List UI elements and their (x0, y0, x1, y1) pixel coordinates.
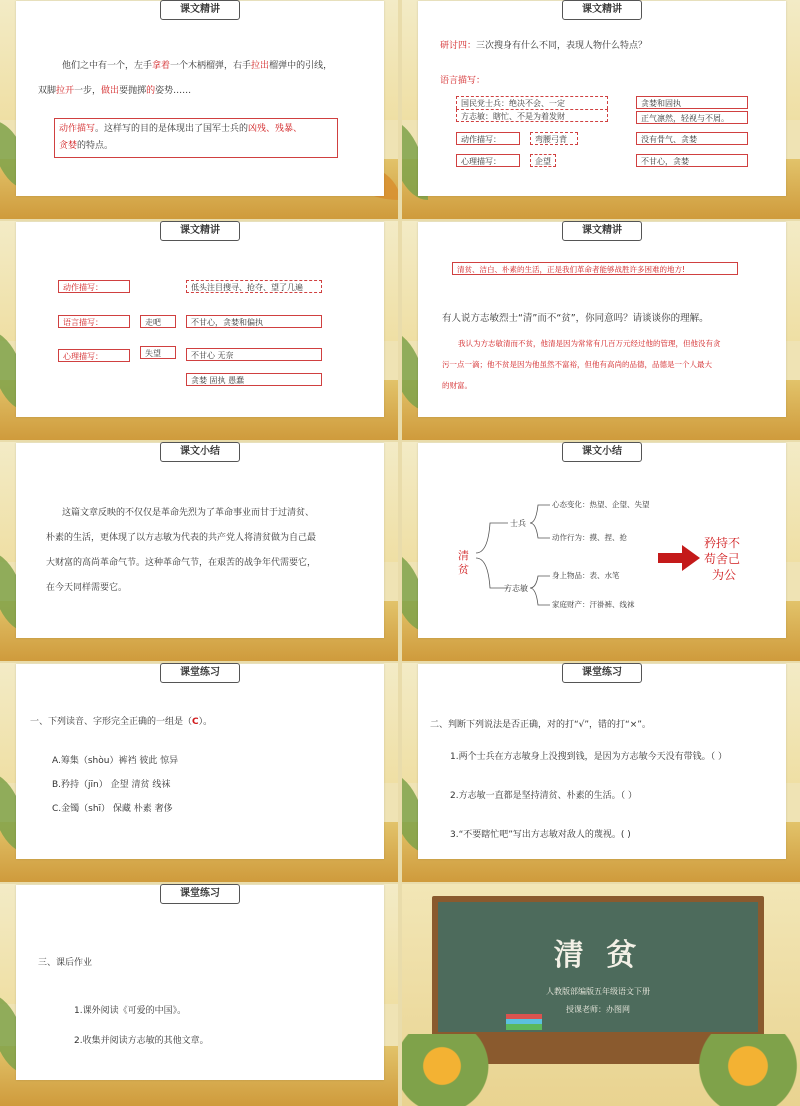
option-c[interactable]: C.金镯（shī） 保藏 朴素 奢侈 (52, 804, 173, 814)
section-tag: 课堂练习 (160, 663, 240, 683)
arrow-right-icon (658, 545, 700, 571)
discussion-question: 研讨四：三次搜身有什么不同，表现人物什么特点？ (440, 41, 648, 51)
root-node: 清贫 (458, 549, 469, 576)
chalkboard (438, 902, 758, 1032)
row-3-mid: 失望 (140, 346, 176, 359)
action-label: 动作描写： (456, 132, 520, 145)
cover-subtitle: 人教版部编版五年级语文下册 (546, 987, 650, 996)
mind-label: 心理描写： (456, 154, 520, 167)
content-card (418, 443, 786, 638)
judge-item-1[interactable]: 1.两个士兵在方志敏身上没搜到钱，是因为方志敏今天没有带钱。（ ） (450, 752, 727, 762)
summary-line-2: 朴素的生活，更体现了以方志敏为代表的共产党人将清贫做为自己最 (46, 533, 317, 543)
slide-9[interactable] (0, 884, 398, 1106)
exercise-question: 二、判断下列说法是否正确，对的打“√”，错的打“×”。 (430, 720, 651, 730)
mind-value: 企望 (530, 154, 556, 167)
row-1-label: 动作描写： (58, 280, 130, 293)
row-1-value: 低头注目搜寻、抢夺、望了几遍 (186, 280, 322, 293)
answer-line-2: 污一点一滴；他不贫是因为他虽然不富裕，但他有高尚的品德，品德是一个人最大 (442, 360, 712, 369)
row-extra-value: 贪婪 固执 愚蠢 (186, 373, 322, 386)
fang-item-2: 家庭财产：汗褂裤、线袜 (552, 600, 635, 609)
conclusion-line-2: 苟舍己 (704, 552, 741, 566)
slide-2[interactable] (402, 0, 800, 219)
right-box-4: 不甘心，贪婪 (636, 154, 748, 167)
content-card (16, 222, 384, 417)
language-title: 语言描写： (440, 76, 486, 86)
right-box-3: 没有骨气、贪婪 (636, 132, 748, 145)
section-tag: 课文精讲 (160, 221, 240, 241)
section-tag: 课文精讲 (562, 221, 642, 241)
flower-decoration (402, 1034, 532, 1106)
content-card (16, 443, 384, 638)
row-2-label: 语言描写： (58, 315, 130, 328)
analysis-box: 动作描写。这样写的目的是体现出了国军士兵的凶残、残暴、 贪婪的特点。 (54, 118, 338, 158)
content-card (16, 1, 384, 196)
slide-7[interactable] (0, 663, 398, 882)
slide-10-cover[interactable] (402, 884, 800, 1106)
left-box-1: 国民党士兵：绝决不会、一定 (456, 96, 608, 109)
section-tag: 课文精讲 (160, 0, 240, 20)
left-box-2: 方志敏：瞎忙、不是为着发财 (456, 109, 608, 122)
action-value: 弯腰弓背 (530, 132, 578, 145)
summary-line-3: 大财富的高尚革命气节。这种革命气节，在艰苦的战争年代需要它， (46, 558, 317, 568)
content-card (418, 222, 786, 417)
content-card (418, 664, 786, 859)
exercise-question: 一、下列读音、字形完全正确的一组是（C）。 (30, 717, 213, 727)
conclusion-line-3: 为公 (712, 568, 737, 582)
answer-line-3: 的财富。 (442, 381, 472, 390)
flower-decoration (652, 1034, 800, 1106)
judge-item-3[interactable]: 3.“不要瞎忙吧”写出方志敏对敌人的蔑视。( ) (450, 830, 631, 840)
option-b[interactable]: B.矜持（jīn） 企望 清贫 线袜 (52, 780, 171, 790)
homework-item-1: 1.课外阅读《可爱的中国》。 (74, 1006, 187, 1016)
slide-8[interactable] (402, 663, 800, 882)
slide-5[interactable] (0, 442, 398, 661)
cover-title: 清 贫 (553, 938, 643, 973)
content-card (16, 885, 384, 1080)
section-tag: 课文精讲 (562, 0, 642, 20)
books-icon (506, 1014, 542, 1030)
slide-1[interactable] (0, 0, 398, 219)
soldier-node: 士兵 (510, 519, 526, 528)
slide-6[interactable] (402, 442, 800, 661)
section-tag: 课文小结 (562, 442, 642, 462)
content-card (16, 664, 384, 859)
content-card (418, 1, 786, 196)
fang-item-1: 身上物品：表、水笔 (552, 571, 620, 580)
question-text: 有人说方志敏烈士“清”而不“贫”，你同意吗？请谈谈你的理解。 (442, 313, 709, 324)
chalkboard-frame (432, 896, 764, 1038)
answer-line-1: 我认为方志敏清而不贫，他清是因为常常有几百万元经过他的管理，但他没有贪 (458, 339, 721, 348)
homework-title: 三、课后作业 (38, 958, 93, 968)
soldier-item-1: 心态变化：热望、企望、失望 (552, 500, 650, 509)
quote-banner: 清贫、洁白、朴素的生活，正是我们革命者能够战胜许多困难的地方! (452, 262, 738, 275)
section-tag: 课文小结 (160, 442, 240, 462)
slide-4[interactable] (402, 221, 800, 440)
paragraph-line-2: 双脚拉开一步，做出要抛掷的姿势…… (38, 86, 192, 96)
judge-item-2[interactable]: 2.方志敏一直都是坚持清贫、朴素的生活。（ ） (450, 791, 637, 801)
section-tag: 课堂练习 (562, 663, 642, 683)
row-2-value: 不甘心，贪婪和偏执 (186, 315, 322, 328)
right-box-1: 贪婪和固执 (636, 96, 748, 109)
answer-letter: C (192, 717, 199, 727)
fang-node: 方志敏 (504, 584, 528, 593)
section-tag: 课堂练习 (160, 884, 240, 904)
summary-line-1: 这篇文章反映的不仅仅是革命先烈为了革命事业而甘于过清贫、 (62, 508, 315, 518)
row-3-label: 心理描写： (58, 349, 130, 362)
conclusion-line-1: 矜持不 (704, 536, 741, 550)
slide-3[interactable] (0, 221, 398, 440)
row-2-mid: 走吧 (140, 315, 176, 328)
soldier-item-2: 动作行为：摸、捏、抢 (552, 533, 627, 542)
row-3-value: 不甘心 无奈 (186, 348, 322, 361)
homework-item-2: 2.收集并阅读方志敏的其他文章。 (74, 1036, 209, 1046)
cover-teacher: 授课老师：办图网 (566, 1005, 630, 1014)
paragraph-line-1: 他们之中有一个，左手拿着一个木柄榴弹，右手拉出榴弹中的引线， (62, 61, 333, 71)
right-box-2: 正气凛然，轻视与不屑。 (636, 111, 748, 124)
summary-line-4: 在今天同样需要它。 (46, 583, 128, 593)
option-a[interactable]: A.筹集（shòu）裤裆 彼此 惊异 (52, 756, 179, 766)
